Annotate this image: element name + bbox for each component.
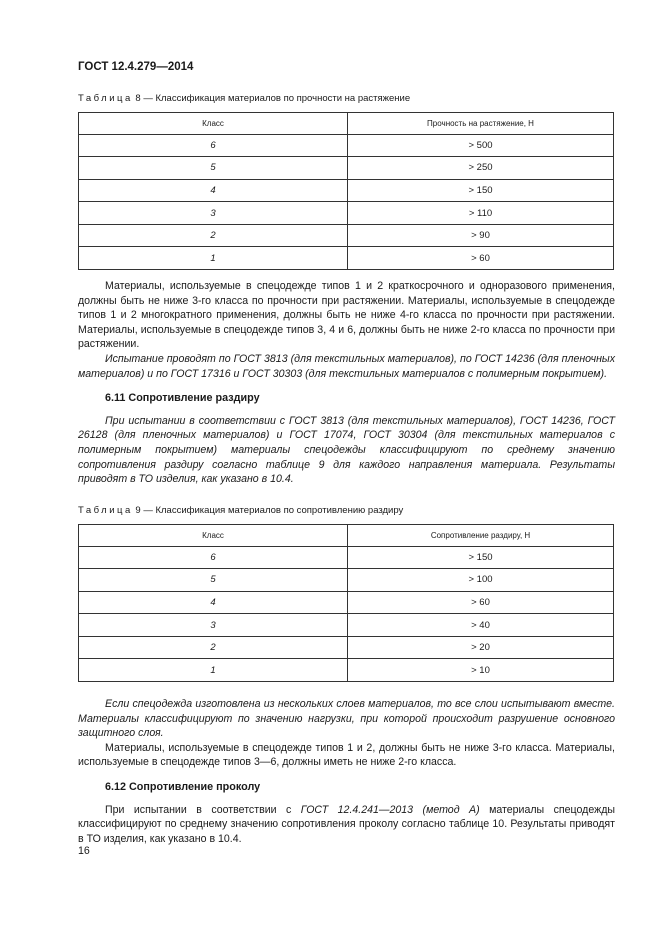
column-header: Сопротивление раздиру, Н <box>348 525 614 547</box>
section-heading-6-12: 6.12 Сопротивление проколу <box>105 780 261 793</box>
table-row <box>79 179 614 202</box>
class-cell: 5 <box>79 157 348 180</box>
page-number: 16 <box>78 845 90 857</box>
class-cell: 6 <box>79 546 348 569</box>
class-cell: 2 <box>79 224 348 247</box>
caption-number: 8 <box>135 93 141 104</box>
caption-title: — Классификация материалов по прочности на растяжение <box>143 93 411 104</box>
table-row <box>79 134 614 157</box>
caption-label: Таблица <box>78 93 133 104</box>
class-cell: 3 <box>79 202 348 225</box>
column-header: Класс <box>79 113 348 135</box>
text: материалы спецодежды классифицируют по среднему значению сопротивления проколу согласно таблице 10. Результаты приводят в ТО изделия, как указано в 10.4. <box>78 803 615 845</box>
table-row <box>79 636 614 659</box>
body-block-2 <box>78 697 615 846</box>
paragraph: При испытании в соответствии с ГОСТ 3813 (для текстильных материалов), ГОСТ 14236, ГОСТ 26128 (для пленочных материалов) и ГОСТ 17074, ГОСТ 30304 (для текстильных материалов с полимерным покрытием) материалы спецодежды классифицируют по среднему значению сопротивления раздиру согласно таблице 9 для каждого направления материала. Результаты приводят в ТО изделия, как указано в 10.4. <box>78 414 615 486</box>
value-cell: > 60 <box>348 591 614 614</box>
class-cell: 1 <box>79 659 348 682</box>
table-row <box>79 224 614 247</box>
value-cell: > 150 <box>348 179 614 202</box>
paragraph: Материалы, используемые в спецодежде типов 1 и 2 краткосрочного и одноразового применения, должны быть не ниже 3-го класса по прочности при растяжении. Материалы, используемые в спецодежде типов 1 и 2 многократного применения, должны быть не ниже 4-го класса по прочности при растяжении. Материалы, используемые в спецодежде типов 3, 4 и 6, должны быть не ниже 2-го класса по прочности при растяжении. <box>78 280 615 351</box>
value-cell: > 500 <box>348 134 614 157</box>
value-cell: > 100 <box>348 569 614 592</box>
paragraph: Если спецодежда изготовлена из нескольких слоев материалов, то все слои испытывают вместе. Материалы классифицируют по значению нагрузки, при которой происходит разрушение основного защитного слоя. <box>78 698 615 740</box>
table-row <box>79 546 614 569</box>
class-cell: 3 <box>79 614 348 637</box>
caption-title: — Классификация материалов по сопротивлению раздиру <box>143 505 404 516</box>
table-8-caption <box>78 93 410 104</box>
class-cell: 4 <box>79 179 348 202</box>
table-header-row <box>79 113 614 135</box>
value-cell: > 250 <box>348 157 614 180</box>
table-row <box>79 569 614 592</box>
column-header: Прочность на растяжение, Н <box>348 113 614 135</box>
text: При испытании в соответствии с <box>105 803 301 816</box>
value-cell: > 90 <box>348 224 614 247</box>
caption-label: Таблица <box>78 505 133 516</box>
table-8 <box>78 112 614 270</box>
paragraph: Испытание проводят по ГОСТ 3813 (для текстильных материалов), по ГОСТ 14236 (для пленочных материалов) и по ГОСТ 17316 и ГОСТ 30303 (для текстильных материалов с полимерным покрытием). <box>78 352 615 380</box>
reference: ГОСТ 12.4.241—2013 (метод А) <box>300 803 480 816</box>
value-cell: > 20 <box>348 636 614 659</box>
caption-number: 9 <box>135 505 141 516</box>
paragraph: Материалы, используемые в спецодежде типов 1 и 2, должны быть не ниже 3-го класса. Материалы, используемые в спецодежде типов 3—6, должны иметь не ниже 2-го класса. <box>78 741 615 769</box>
class-cell: 2 <box>79 636 348 659</box>
table-row <box>79 247 614 270</box>
class-cell: 1 <box>79 247 348 270</box>
table-row <box>79 202 614 225</box>
value-cell: > 150 <box>348 546 614 569</box>
section-heading-6-11: 6.11 Сопротивление раздиру <box>105 392 260 405</box>
value-cell: > 60 <box>348 247 614 270</box>
value-cell: > 40 <box>348 614 614 637</box>
table-9-caption <box>78 505 403 516</box>
paragraph <box>78 803 615 847</box>
value-cell: > 110 <box>348 202 614 225</box>
class-cell: 4 <box>79 591 348 614</box>
table-header-row <box>79 525 614 547</box>
column-header: Класс <box>79 525 348 547</box>
table-row <box>79 591 614 614</box>
class-cell: 5 <box>79 569 348 592</box>
table-row <box>79 157 614 180</box>
table-9 <box>78 524 614 682</box>
value-cell: > 10 <box>348 659 614 682</box>
body-block-1 <box>78 279 615 487</box>
class-cell: 6 <box>79 134 348 157</box>
table-row <box>79 614 614 637</box>
document-header: ГОСТ 12.4.279—2014 <box>78 61 194 73</box>
table-row <box>79 659 614 682</box>
